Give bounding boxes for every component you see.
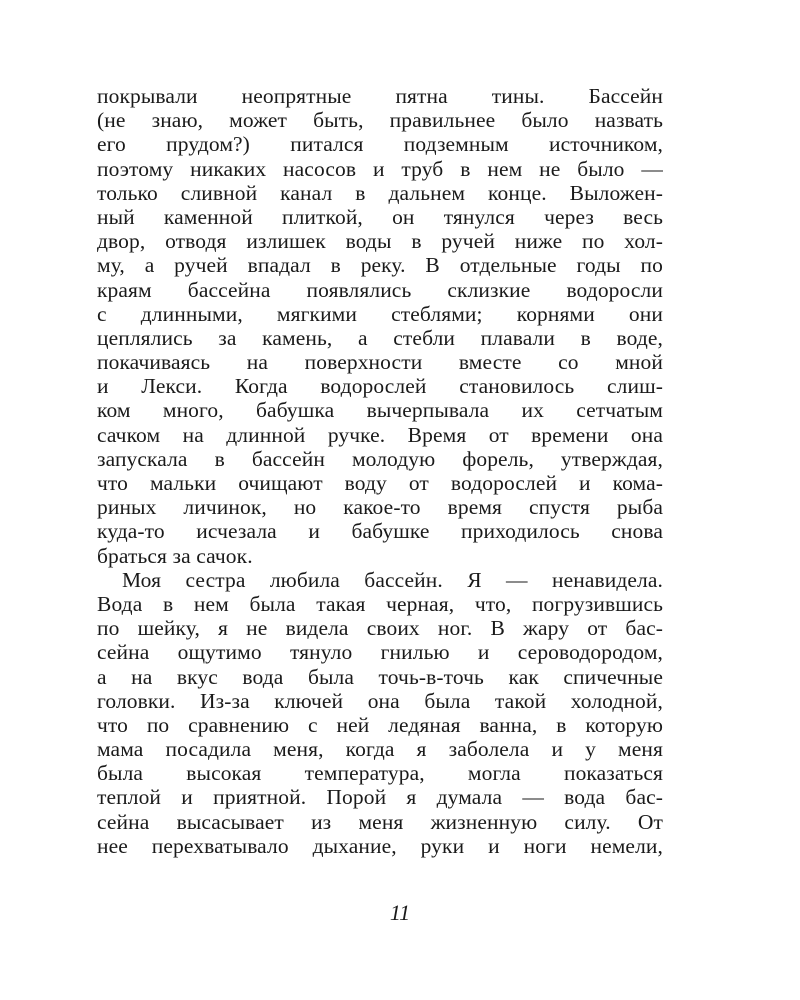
- text-line: куда-то исчезала и бабушке приходилось снова: [97, 519, 663, 544]
- text-line: с длинными, мягкими стеблями; корнями они: [97, 301, 663, 326]
- text-line: только сливной канал в дальнем конце. Выложен-: [97, 180, 663, 205]
- text-line: мама посадила меня, когда я заболела и у меня: [97, 737, 663, 762]
- text-line: и Лекси. Когда водорослей становилось слиш-: [97, 374, 663, 399]
- page-body: [97, 84, 663, 858]
- text-line: запускала в бассейн молодую форель, утверждая,: [97, 446, 663, 471]
- text-line: ный каменной плиткой, он тянулся через весь: [97, 204, 663, 229]
- text-line: покрывали неопрятные пятна тины. Бассейн: [97, 84, 663, 108]
- text-line: покачиваясь на поверхности вместе со мной: [97, 350, 663, 375]
- text-line: теплой и приятной. Порой я думала — вода бас-: [97, 785, 663, 810]
- text-line: двор, отводя излишек воды в ручей ниже по хол-: [97, 229, 663, 254]
- text-line: сейна высасывает из меня жизненную силу. От: [97, 809, 663, 834]
- text-line: Вода в нем была такая черная, что, погрузившись: [97, 591, 663, 616]
- text-line: риных личинок, но какое-то время спустя рыба: [97, 495, 663, 520]
- page-number: 11: [389, 900, 411, 925]
- text-line: цеплялись за камень, а стебли плавали в воде,: [97, 325, 663, 350]
- text-line: его прудом?) питался подземным источником,: [97, 132, 663, 157]
- text-line: что мальки очищают воду от водорослей и кома-: [97, 471, 663, 495]
- text-line: браться за сачок.: [97, 543, 253, 568]
- text-line: ком много, бабушка вычерпывала их сетчатым: [97, 398, 663, 423]
- text-line: головки. Из-за ключей она была такой холодной,: [97, 688, 663, 713]
- paragraph-2: [97, 568, 663, 858]
- text-line: поэтому никаких насосов и труб в нем не было —: [97, 156, 663, 181]
- text-line: по шейку, я не видела своих ног. В жару от бас-: [97, 616, 663, 641]
- text-line: му, а ручей впадал в реку. В отдельные годы по: [97, 253, 663, 278]
- text-line: а на вкус вода была точь-в-точь как спичечные: [97, 664, 663, 689]
- text-line: что по сравнению с ней ледяная ванна, в которую: [97, 712, 663, 737]
- text-line: Моя сестра любила бассейн. Я — ненавидела.: [122, 567, 663, 592]
- text-line: краям бассейна появлялись склизкие водоросли: [97, 277, 663, 302]
- text-line: была высокая температура, могла показаться: [97, 761, 663, 786]
- text-line: нее перехватывало дыхание, руки и ноги немели,: [97, 833, 663, 858]
- text-line: сачком на длинной ручке. Время от времени она: [97, 422, 663, 447]
- text-line: (не знаю, может быть, правильнее было назвать: [97, 108, 663, 133]
- paragraph-1: [97, 84, 663, 568]
- text-line: сейна ощутимо тянуло гнилью и сероводородом,: [97, 640, 663, 665]
